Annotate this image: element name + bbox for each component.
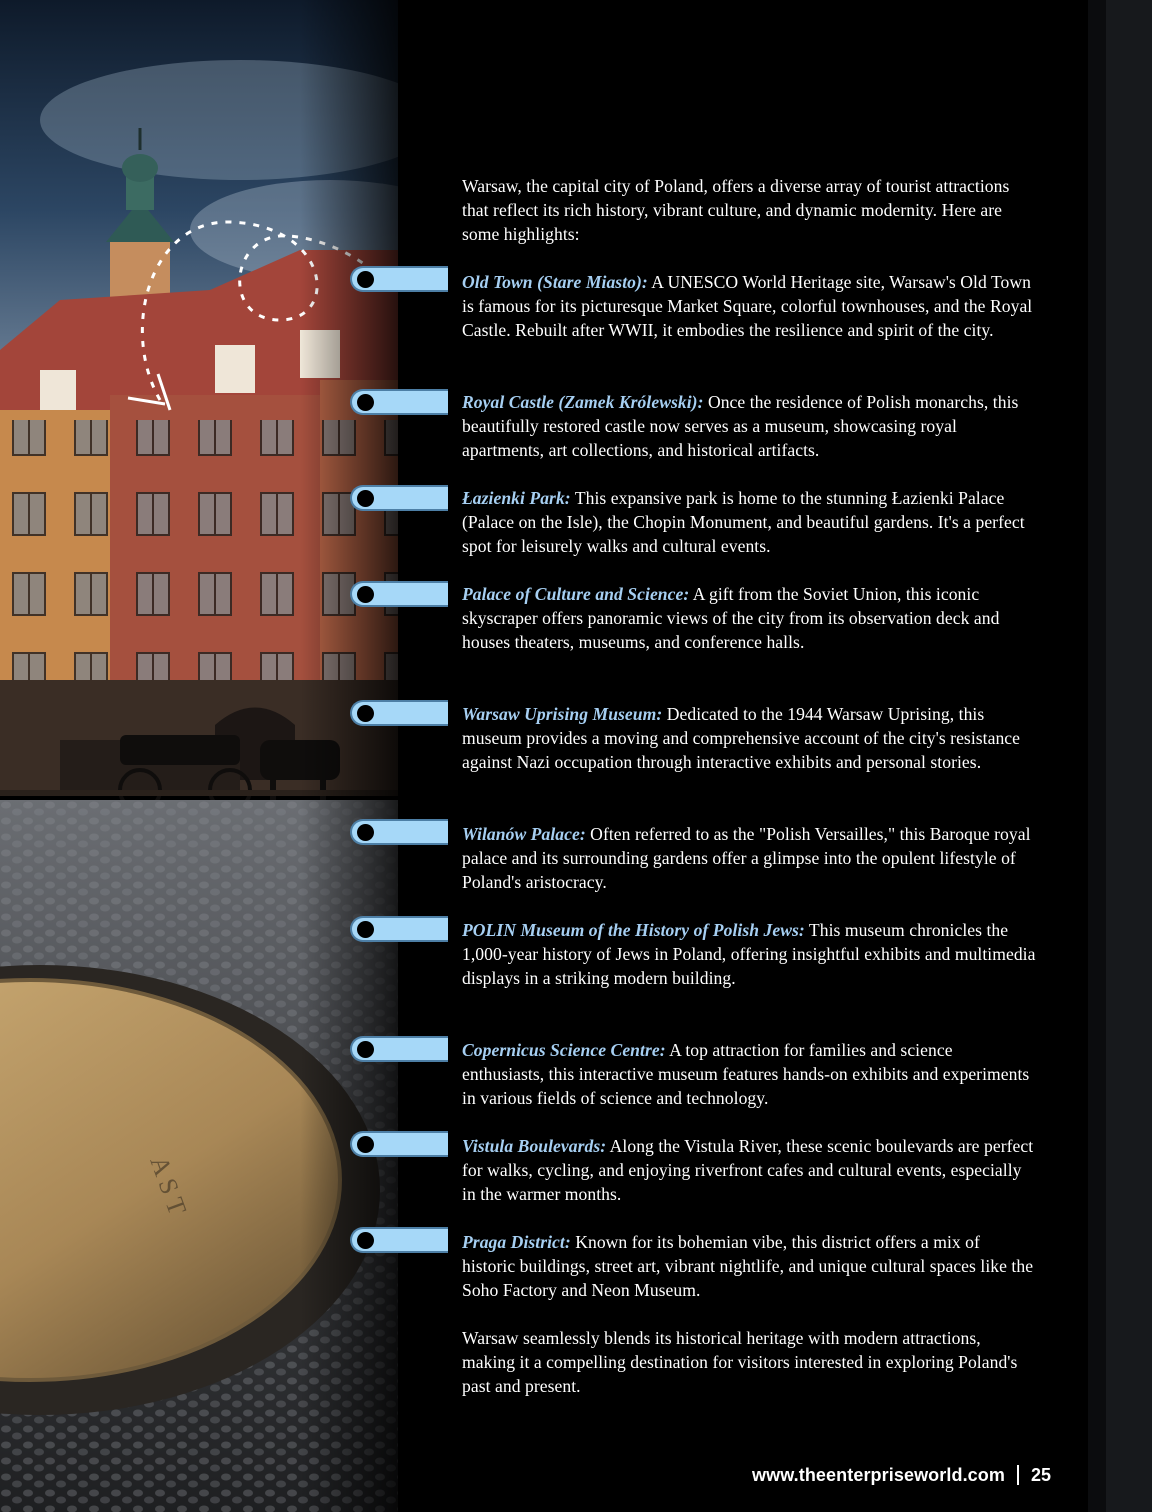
attraction-description: A UNESCO World Heritage site, Warsaw's Old Town is famous for its picturesque Market Square, colorful townhouses, and the Royal Castle. Rebuilt after WWII, it embodies the resilience and spirit of the city.: [462, 272, 1033, 340]
page-number: 25: [1030, 1464, 1052, 1485]
footer-website-link[interactable]: www.theenterpriseworld.com: [752, 1464, 1005, 1485]
bullet-tab: [350, 916, 448, 942]
bullet-tab: [350, 485, 448, 511]
bullet-dot: [357, 490, 374, 507]
attraction-description: Often referred to as the "Polish Versailles," this Baroque royal palace and its surrounding gardens offer a glimpse into the opulent lifestyle of Poland's aristocracy.: [462, 824, 1031, 892]
attraction-description: Along the Vistula River, these scenic boulevards are perfect for walks, cycling, and enjoying riverfront cafes and cultural events, especially in the warmer months.: [462, 1136, 1034, 1204]
bullet-dot: [357, 1136, 374, 1153]
bullet-dot: [357, 824, 374, 841]
footer-separator: [1017, 1465, 1019, 1485]
attraction-item: [462, 270, 1037, 342]
bullet-tab: [350, 266, 448, 292]
attraction-item: [462, 1038, 1037, 1110]
attraction-description: This expansive park is home to the stunning Łazienki Palace (Palace on the Isle), the Chopin Monument, and beautiful gardens. It's a perfect spot for leisurely walks and cultural events.: [462, 488, 1025, 556]
attraction-title: Warsaw Uprising Museum:: [462, 704, 663, 724]
attraction-item: [462, 582, 1037, 654]
bullet-dot: [357, 271, 374, 288]
attraction-item: [462, 486, 1037, 558]
conclusion-paragraph: Warsaw seamlessly blends its historical heritage with modern attractions, making it a compelling destination for visitors interested in exploring Poland's past and present.: [462, 1328, 1018, 1396]
bullet-tab: [350, 1227, 448, 1253]
intro-paragraph: Warsaw, the capital city of Poland, offers a diverse array of tourist attractions that reflect its rich history, vibrant culture, and dynamic modernity. Here are some highlights:: [462, 176, 1010, 244]
page-footer: [752, 1462, 1051, 1488]
bullet-dot: [357, 1041, 374, 1058]
attraction-description: Once the residence of Polish monarchs, this beautifully restored castle now serves as a museum, showcasing royal apartments, art collections, and historical artifacts.: [462, 392, 1019, 460]
attraction-title: Wilanów Palace:: [462, 824, 586, 844]
attraction-item: [462, 822, 1037, 894]
attraction-description: Dedicated to the 1944 Warsaw Uprising, this museum provides a moving and comprehensive account of the city's resistance against Nazi occupation through interactive exhibits and personal stories.: [462, 704, 1021, 772]
attraction-title: Royal Castle (Zamek Królewski):: [462, 392, 704, 412]
svg-text:A S T: A S T: [144, 1152, 193, 1219]
attraction-title: Palace of Culture and Science:: [462, 584, 690, 604]
page-edge-strip: [1088, 0, 1152, 1512]
attraction-item: [462, 702, 1037, 774]
attraction-title: Copernicus Science Centre:: [462, 1040, 666, 1060]
attraction-item: [462, 918, 1037, 990]
bullet-tab: [350, 1036, 448, 1062]
attraction-title: POLIN Museum of the History of Polish Jews:: [462, 920, 805, 940]
attraction-description: This museum chronicles the 1,000-year history of Jews in Poland, offering insightful exhibits and multimedia displays in a striking modern building.: [462, 920, 1036, 988]
bullet-tab: [350, 1131, 448, 1157]
attraction-title: Old Town (Stare Miasto):: [462, 272, 648, 292]
attraction-item: [462, 1230, 1037, 1302]
old-town-photo: [0, 0, 420, 1512]
bullet-dot: [357, 921, 374, 938]
attraction-item: [462, 390, 1037, 462]
bullet-tab: [350, 581, 448, 607]
attraction-item: [462, 1134, 1037, 1206]
bullet-dot: [357, 1232, 374, 1249]
bullet-tab: [350, 700, 448, 726]
attraction-title: Vistula Boulevards:: [462, 1136, 607, 1156]
bullet-dot: [357, 394, 374, 411]
attraction-title: Łazienki Park:: [462, 488, 571, 508]
bullet-tab: [350, 389, 448, 415]
attraction-description: Known for its bohemian vibe, this district offers a mix of historic buildings, street art, vibrant nightlife, and unique cultural spaces like the Soho Factory and Neon Museum.: [462, 1232, 1034, 1300]
bullet-tab: [350, 819, 448, 845]
bullet-dot: [357, 705, 374, 722]
bullet-dot: [357, 586, 374, 603]
attraction-title: Praga District:: [462, 1232, 571, 1252]
attraction-description: A gift from the Soviet Union, this iconic skyscraper offers panoramic views of the city from its observation deck and houses theaters, museums, and conference halls.: [462, 584, 1000, 652]
attraction-description: A top attraction for families and science enthusiasts, this interactive museum features hands-on exhibits and experiments in various fields of science and technology.: [462, 1040, 1030, 1108]
